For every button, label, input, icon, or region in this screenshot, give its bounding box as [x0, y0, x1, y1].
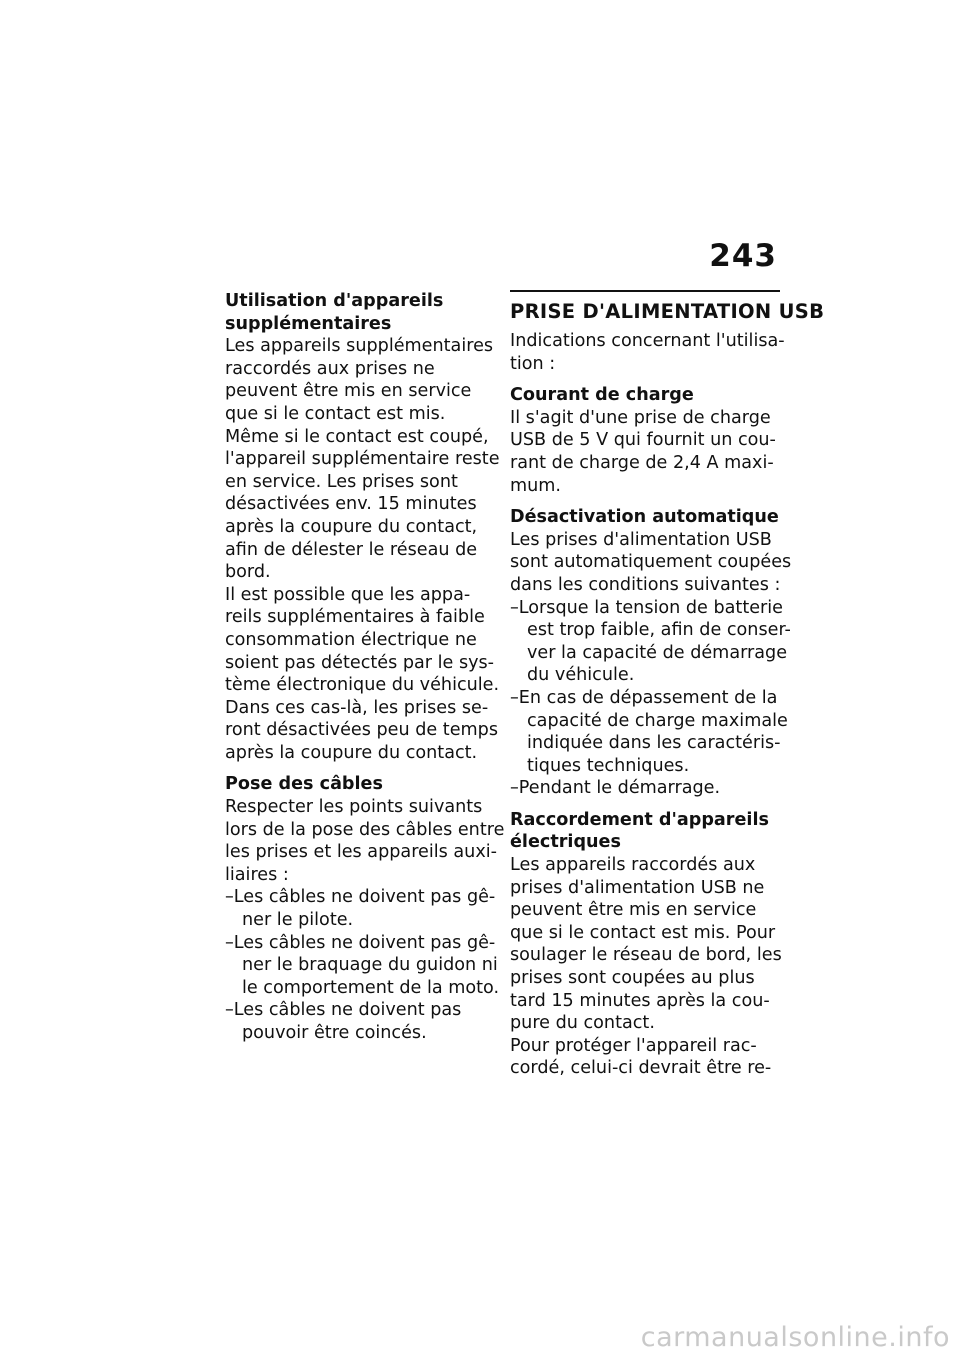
bullet-line: indiquée dans les caractéris- — [527, 733, 781, 754]
bullet-line: –Les câbles ne doivent pas gê- — [225, 932, 496, 953]
body-text-line: peuvent être mis en service — [510, 900, 757, 921]
section-heading: Utilisation d'appareils — [225, 291, 444, 311]
bullet-line: –Les câbles ne doivent pas gê- — [225, 887, 496, 908]
bullet-item — [225, 999, 493, 1044]
bullet-line: –Les câbles ne doivent pas — [225, 1000, 462, 1021]
body-text-line: sont automatiquement coupées — [510, 552, 792, 573]
right-column — [510, 290, 825, 1080]
body-text-line: raccordés aux prises ne — [225, 358, 435, 379]
section-heading: supplémentaires — [225, 313, 392, 334]
body-text-line: prises sont coupées au plus — [510, 968, 755, 989]
body-text-line: après la coupure du contact, — [225, 516, 478, 537]
bullet-line: pouvoir être coincés. — [242, 1023, 427, 1043]
section-heading: Pose des câbles — [225, 774, 383, 795]
bullet-line: –Pendant le démarrage. — [510, 778, 721, 799]
bullet-line: le comportement de la moto. — [242, 977, 500, 998]
body-text-line: liaires : — [225, 864, 289, 885]
section-heading: Désactivation automatique — [510, 507, 779, 528]
bullet-line: ver la capacité de démarrage — [527, 642, 788, 663]
body-text-line: rant de charge de 2,4 A maxi- — [510, 452, 774, 473]
paragraph-gap — [225, 764, 493, 773]
body-text-line: dans les conditions suivantes : — [510, 574, 781, 595]
body-text-line: USB de 5 V qui fournit un cou- — [510, 430, 776, 451]
body-text-line: reils supplémentaires à faible — [225, 607, 485, 628]
body-text-line: bord. — [225, 562, 271, 583]
bullet-item — [510, 687, 788, 777]
bullet-line: ner le pilote. — [242, 910, 354, 931]
paragraph-gap — [510, 375, 780, 384]
body-text-line: Il est possible que les appa- — [225, 584, 471, 605]
body-text-line: consommation électrique ne — [225, 629, 477, 650]
bullet-line: –Lorsque la tension de batterie — [510, 597, 783, 618]
body-text-line: tème électronique du véhicule. — [225, 675, 500, 696]
body-text-line: cordé, celui-ci devrait être re- — [510, 1058, 772, 1079]
paragraph-gap — [510, 497, 780, 506]
bullet-item — [510, 777, 780, 800]
bullet-item — [225, 932, 500, 1000]
body-text-line: Même si le contact est coupé, — [225, 426, 489, 447]
body-text-line: que si le contact est mis. Pour — [510, 922, 776, 943]
page-number: 243 — [709, 238, 777, 274]
bullet-line: –En cas de dépassement de la — [510, 687, 778, 708]
body-text-line: Les prises d'alimentation USB — [510, 529, 772, 550]
body-text-line: peuvent être mis en service — [225, 381, 472, 402]
section-heading: Raccordement d'appareils — [510, 809, 769, 830]
body-text-line: après la coupure du contact. — [225, 742, 478, 763]
body-text-line: que si le contact est mis. — [225, 403, 446, 424]
bullet-line: est trop faible, afin de conser- — [527, 620, 791, 641]
bullet-line: ner le braquage du guidon ni — [242, 955, 498, 976]
body-text-line: tion : — [510, 353, 556, 374]
bullet-item — [225, 886, 496, 931]
body-text-line: Indications concernant l'utilisa- — [510, 331, 785, 351]
left-column — [225, 290, 505, 1045]
bullet-line: tiques techniques. — [527, 755, 690, 776]
body-text-line: Pour protéger l'appareil rac- — [510, 1035, 757, 1056]
body-text-line: Les appareils supplémentaires — [225, 336, 494, 357]
section-heading: Courant de charge — [510, 385, 694, 406]
section-heading: électriques — [510, 832, 621, 853]
body-text-line: pure du contact. — [510, 1013, 655, 1034]
body-text-line: mum. — [510, 475, 562, 496]
watermark: carmanualsonline.info — [640, 1322, 950, 1353]
body-text-line: afin de délester le réseau de — [225, 539, 478, 560]
body-text-line: l'appareil supplémentaire reste — [225, 449, 500, 470]
bullet-line: capacité de charge maximale — [527, 710, 788, 731]
body-text-line: prises d'alimentation USB ne — [510, 877, 765, 898]
paragraph-gap — [510, 800, 780, 809]
chapter-title: PRISE D'ALIMENTATION USB — [510, 290, 780, 326]
body-text-line: Les appareils raccordés aux — [510, 855, 756, 876]
body-text-line: Respecter les points suivants — [225, 797, 483, 818]
body-text-line: les prises et les appareils auxi- — [225, 842, 497, 863]
bullet-item — [510, 597, 791, 687]
body-text-line: lors de la pose des câbles entre — [225, 819, 505, 840]
bullet-line: du véhicule. — [527, 665, 635, 686]
body-text-line: Il s'agit d'une prise de charge — [510, 407, 771, 428]
body-text-line: tard 15 minutes après la cou- — [510, 990, 770, 1011]
body-text-line: désactivées env. 15 minutes — [225, 494, 477, 515]
body-text-line: soient pas détectés par le sys- — [225, 652, 495, 673]
body-text-line: Dans ces cas-là, les prises se- — [225, 697, 489, 718]
body-text-line: soulager le réseau de bord, les — [510, 945, 782, 966]
body-text-line: ront désactivées peu de temps — [225, 720, 498, 741]
body-text-line: en service. Les prises sont — [225, 471, 458, 492]
